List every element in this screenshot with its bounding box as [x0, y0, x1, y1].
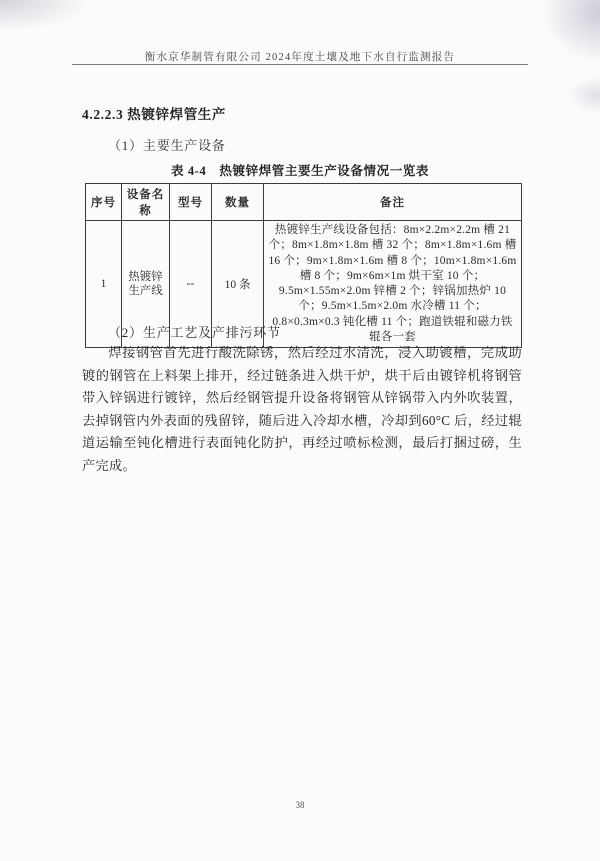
cell-quantity: 10 条 — [212, 221, 264, 348]
cell-no: 1 — [86, 221, 122, 348]
col-header-name: 设备名称 — [122, 184, 170, 221]
table-header-row — [86, 184, 522, 221]
cell-model: -- — [170, 221, 212, 348]
subsection-process: （2）生产工艺及产排污环节 — [108, 325, 281, 340]
col-header-model: 型号 — [170, 184, 212, 221]
process-description: 焊接钢管首先进行酸洗除锈，然后经过水清洗，浸入助镀槽，完成助镀的钢管在上料架上排开，经过链条进入烘干炉，烘干后由镀锌机将钢管带入锌锅进行镀锌，然后经钢管提升设备将钢管从锌锅带入内外吹装置，去掉钢管内外表面的残留锌，随后进入冷却水槽，冷却到60°C 后，经过辊道运输至钝化槽进行表面钝化防护，再经过喷标检测，最后打捆过磅，生产完成。 — [82, 345, 522, 473]
cell-equipment-name: 热镀锌生产线 — [122, 221, 170, 348]
col-header-no: 序号 — [86, 184, 122, 221]
col-header-qty: 数量 — [212, 184, 264, 221]
page-number: 38 — [295, 800, 305, 810]
col-header-remark: 备注 — [264, 184, 522, 221]
subsection-main-equipment: （1）主要生产设备 — [108, 138, 226, 153]
cell-remark: 热镀锌生产线设备包括：8m×2.2m×2.2m 槽 21 个；8m×1.8m×1.8m 槽 32 个；8m×1.8m×1.6m 槽 16 个；9m×1.8m×1.6m 槽 8 个；10m×1.8m×1.6m 槽 8 个；9m×6m×1m 烘干室 10 个；9.5m×1.55m×2.0m 锌槽 2 个；锌锅加热炉 10 个；9.5m×1.5m×2.0m 水冷槽 11 个；0.8×0.3m×0.3 钝化槽 11 个；跑道铁辊和磁力铁辊各一套 — [264, 221, 522, 348]
running-header: 衡水京华制管有限公司 2024年度土壤及地下水自行监测报告 — [144, 52, 456, 63]
table-caption: 表 4-4 热镀锌焊管主要生产设备情况一览表 — [171, 164, 429, 178]
section-heading: 4.2.2.3 热镀锌焊管生产 — [82, 107, 226, 122]
header-rule — [72, 64, 528, 65]
